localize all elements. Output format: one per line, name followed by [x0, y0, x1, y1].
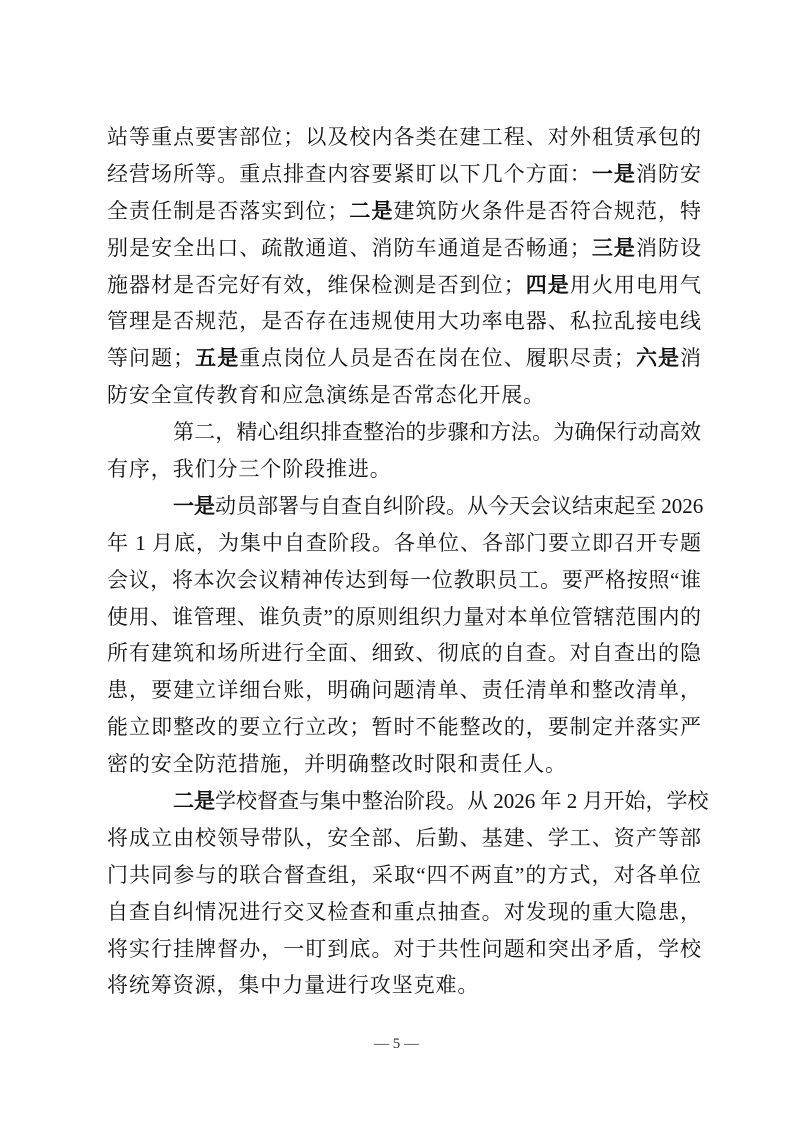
text-line: [107, 156, 701, 193]
text: 重点岗位人员是否在岗在位、履职尽责；: [239, 346, 635, 371]
text-line: [107, 451, 701, 488]
text: 患，要建立详细台账，明确问题清单、责任清单和整改清单，: [107, 678, 701, 703]
text-line: [107, 672, 701, 709]
text-line: [107, 562, 701, 599]
text: 学校督查与集中整治阶段。从 2026 年 2 月开始，学校: [215, 789, 709, 814]
text-line: [107, 414, 701, 451]
text: 施器材是否完好有效，维保检测是否到位；: [107, 272, 525, 297]
bold-text: 一是: [173, 493, 215, 518]
text: 经营场所等。重点排查内容要紧盯以下几个方面：: [107, 161, 592, 186]
text: 将实行挂牌督办，一盯到底。对于共性问题和突出矛盾，学校: [107, 936, 701, 961]
text-line: [107, 967, 701, 1004]
paragraph: [107, 119, 701, 414]
text: 将统筹资源，集中力量进行攻坚克难。: [107, 973, 480, 998]
text-line: [107, 119, 701, 156]
text: 消防设: [635, 235, 702, 260]
bold-text: 二是: [173, 789, 215, 814]
text: 第二，精心组织排查整治的步骤和方法。为确保行动高效: [173, 420, 701, 445]
text: 密的安全防范措施，并明确整改时限和责任人。: [107, 752, 567, 777]
text: 能立即整改的要立行立改；暂时不能整改的，要制定并落实严: [107, 715, 701, 740]
text: 有序，我们分三个阶段推进。: [107, 457, 392, 482]
text-line: [107, 193, 701, 230]
text: 建筑防火条件是否符合规范，特: [393, 198, 702, 223]
text: 防安全宣传教育和应急演练是否常态化开展。: [107, 383, 545, 408]
text: 年 1 月底，为集中自查阶段。各单位、各部门要立即召开专题: [107, 530, 701, 555]
text: 管理是否规范，是否存在违规使用大功率电器、私拉乱接电线: [107, 309, 701, 334]
text: 会议，将本次会议精神传达到每一位教职员工。要严格按照“谁: [107, 567, 701, 592]
text-line: [107, 857, 701, 894]
document-body: [107, 119, 709, 1004]
text: 消: [680, 346, 702, 371]
bold-text: 六是: [634, 346, 681, 371]
text-line: [107, 488, 704, 525]
paragraph: [107, 783, 709, 1004]
text-line: [107, 931, 701, 968]
text-line: [107, 303, 701, 340]
text-line: [107, 267, 701, 304]
bold-text: 二是: [348, 198, 394, 223]
paragraph: [107, 488, 704, 783]
text-line: [107, 525, 701, 562]
text: 动员部署与自查自纠阶段。从今天会议结束起至 2026: [215, 493, 704, 518]
text-line: [107, 340, 701, 377]
page-number: — 5 —: [374, 1036, 419, 1052]
text-line: [107, 230, 701, 267]
text: 别是安全出口、疏散通道、消防车通道是否畅通；: [107, 235, 591, 260]
bold-text: 五是: [194, 346, 240, 371]
text-line: [107, 746, 701, 783]
bold-text: 一是: [591, 161, 636, 186]
text: 等问题；: [107, 346, 195, 371]
bold-text: 四是: [524, 272, 570, 297]
text: 用火用电用气: [569, 272, 702, 297]
text-line: [107, 709, 701, 746]
text: 将成立由校领导带队，安全部、后勤、基建、学工、资产等部: [107, 825, 701, 850]
bold-text: 三是: [590, 235, 636, 260]
text-line: [107, 783, 709, 820]
text: 门共同参与的联合督查组，采取“四不两直”的方式，对各单位: [107, 862, 701, 887]
text: 站等重点要害部位；以及校内各类在建工程、对外租赁承包的: [107, 125, 701, 149]
text: 消防安: [635, 161, 702, 186]
text: 使用、谁管理、谁负责”的原则组织力量对本单位管辖范围内的: [107, 604, 701, 629]
text: 所有建筑和场所进行全面、细致、彻底的自查。对自查出的隐: [107, 641, 701, 666]
text-line: [107, 635, 701, 672]
text-line: [107, 599, 701, 636]
text-line: [107, 377, 701, 414]
text: 自查自纠情况进行交叉检查和重点抽查。对发现的重大隐患，: [107, 899, 701, 924]
text-line: [107, 894, 701, 931]
text: 全责任制是否落实到位；: [107, 198, 349, 223]
paragraph: [107, 414, 701, 488]
text-line: [107, 820, 701, 857]
